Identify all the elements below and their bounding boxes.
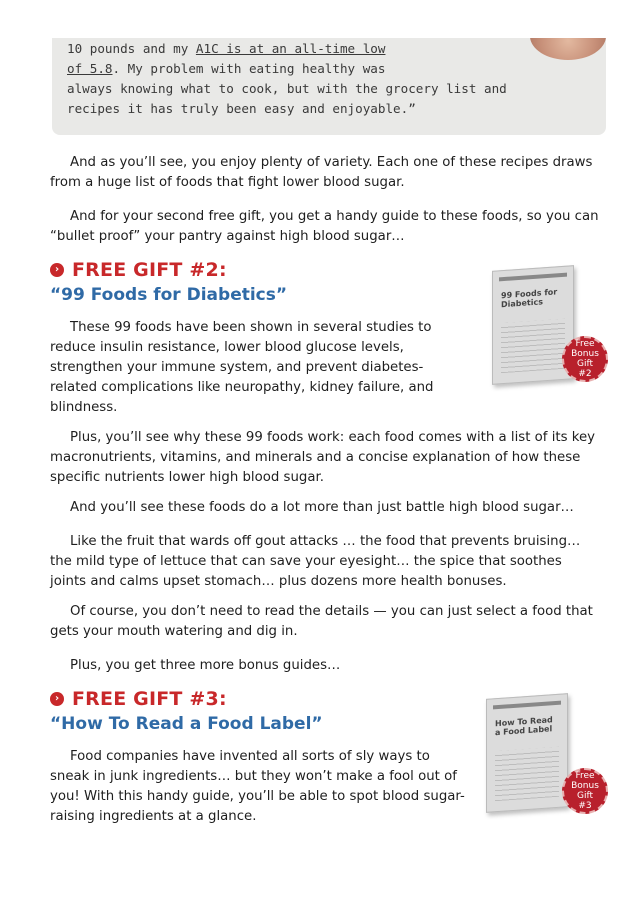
gift2-subtitle: “99 Foods for Diabetics” [50, 285, 288, 305]
quote-link-a1c[interactable]: A1C is at an all-time low [195, 41, 386, 56]
arrow-circle-right-icon: › [50, 263, 64, 277]
gift3-heading [50, 687, 323, 734]
gift2-book-cover [492, 265, 574, 385]
badge-text: Free Bonus [571, 339, 599, 359]
paragraph-more-than: And you’ll see these foods do a lot more than just battle high blood sugar… [70, 500, 574, 515]
gift2-book-title: 99 Foods for Diabetics [501, 287, 558, 310]
arrow-circle-right-icon: › [50, 692, 64, 706]
gift3-book-title: How To Read a Food Label [495, 715, 553, 738]
badge-text: #3 [578, 801, 592, 811]
gift3-subtitle: “How To Read a Food Label” [50, 714, 323, 734]
gift3-badge [562, 768, 608, 814]
paragraph-health-bonuses: Like the fruit that wards off gout attacks … the food that prevents bruising… the mild type of lettuce that can save your eyesight… the spice that soothes joints and calms upset stomach… plus dozens more health bonuses. [50, 534, 581, 589]
quote-text: always knowing what to cook, but with the grocery list and [67, 81, 507, 96]
gift2-badge [562, 336, 608, 382]
testimonial-box [52, 38, 606, 135]
quote-text: recipes it has truly been easy and enjoyable.” [67, 101, 416, 116]
testimonial-quote [67, 39, 587, 119]
quote-text: . My problem with eating healthy was [112, 61, 386, 76]
badge-text: Free Bonus [571, 771, 599, 791]
gift2-title: FREE GIFT #2: [72, 259, 227, 281]
paragraph-why-foods-work: Plus, you’ll see why these 99 foods work: each food comes with a list of its key macronutrients, vitamins, and minerals and a concise explanation of how these specific nutrients lower high blood sugar. [50, 430, 596, 485]
paragraph-99-foods: These 99 foods have been shown in several studies to reduce insulin resistance, lower blood glucose levels, strengthen your immune system, and prevent diabetes-related complications like neuropathy, kidney failure, and blindness. [50, 320, 434, 415]
quote-link-value[interactable]: of 5.8 [67, 61, 113, 76]
gift2-heading [50, 258, 287, 305]
gift3-book-cover [486, 693, 568, 813]
badge-text: #2 [578, 369, 592, 379]
badge-text: Gift [576, 791, 593, 801]
quote-text: 10 pounds and my [67, 41, 196, 56]
paragraph-variety: And as you’ll see, you enjoy plenty of variety. Each one of these recipes draws from a huge list of foods that fight lower blood sugar. [50, 155, 593, 190]
paragraph-second-gift: And for your second free gift, you get a handy guide to these foods, so you can “bullet proof” your pantry against high blood sugar… [50, 209, 599, 244]
gift3-title: FREE GIFT #3: [72, 688, 227, 710]
paragraph-food-label: Food companies have invented all sorts of sly ways to sneak in junk ingredients… but they won’t make a fool out of you! With this handy guide, you’ll be able to spot blood sugar-raising ingredients at a glance. [50, 749, 465, 824]
paragraph-read-details: Of course, you don’t need to read the details — you can just select a food that gets your mouth watering and dig in. [50, 604, 593, 639]
paragraph-three-more: Plus, you get three more bonus guides… [70, 658, 341, 673]
badge-text: Gift [576, 359, 593, 369]
